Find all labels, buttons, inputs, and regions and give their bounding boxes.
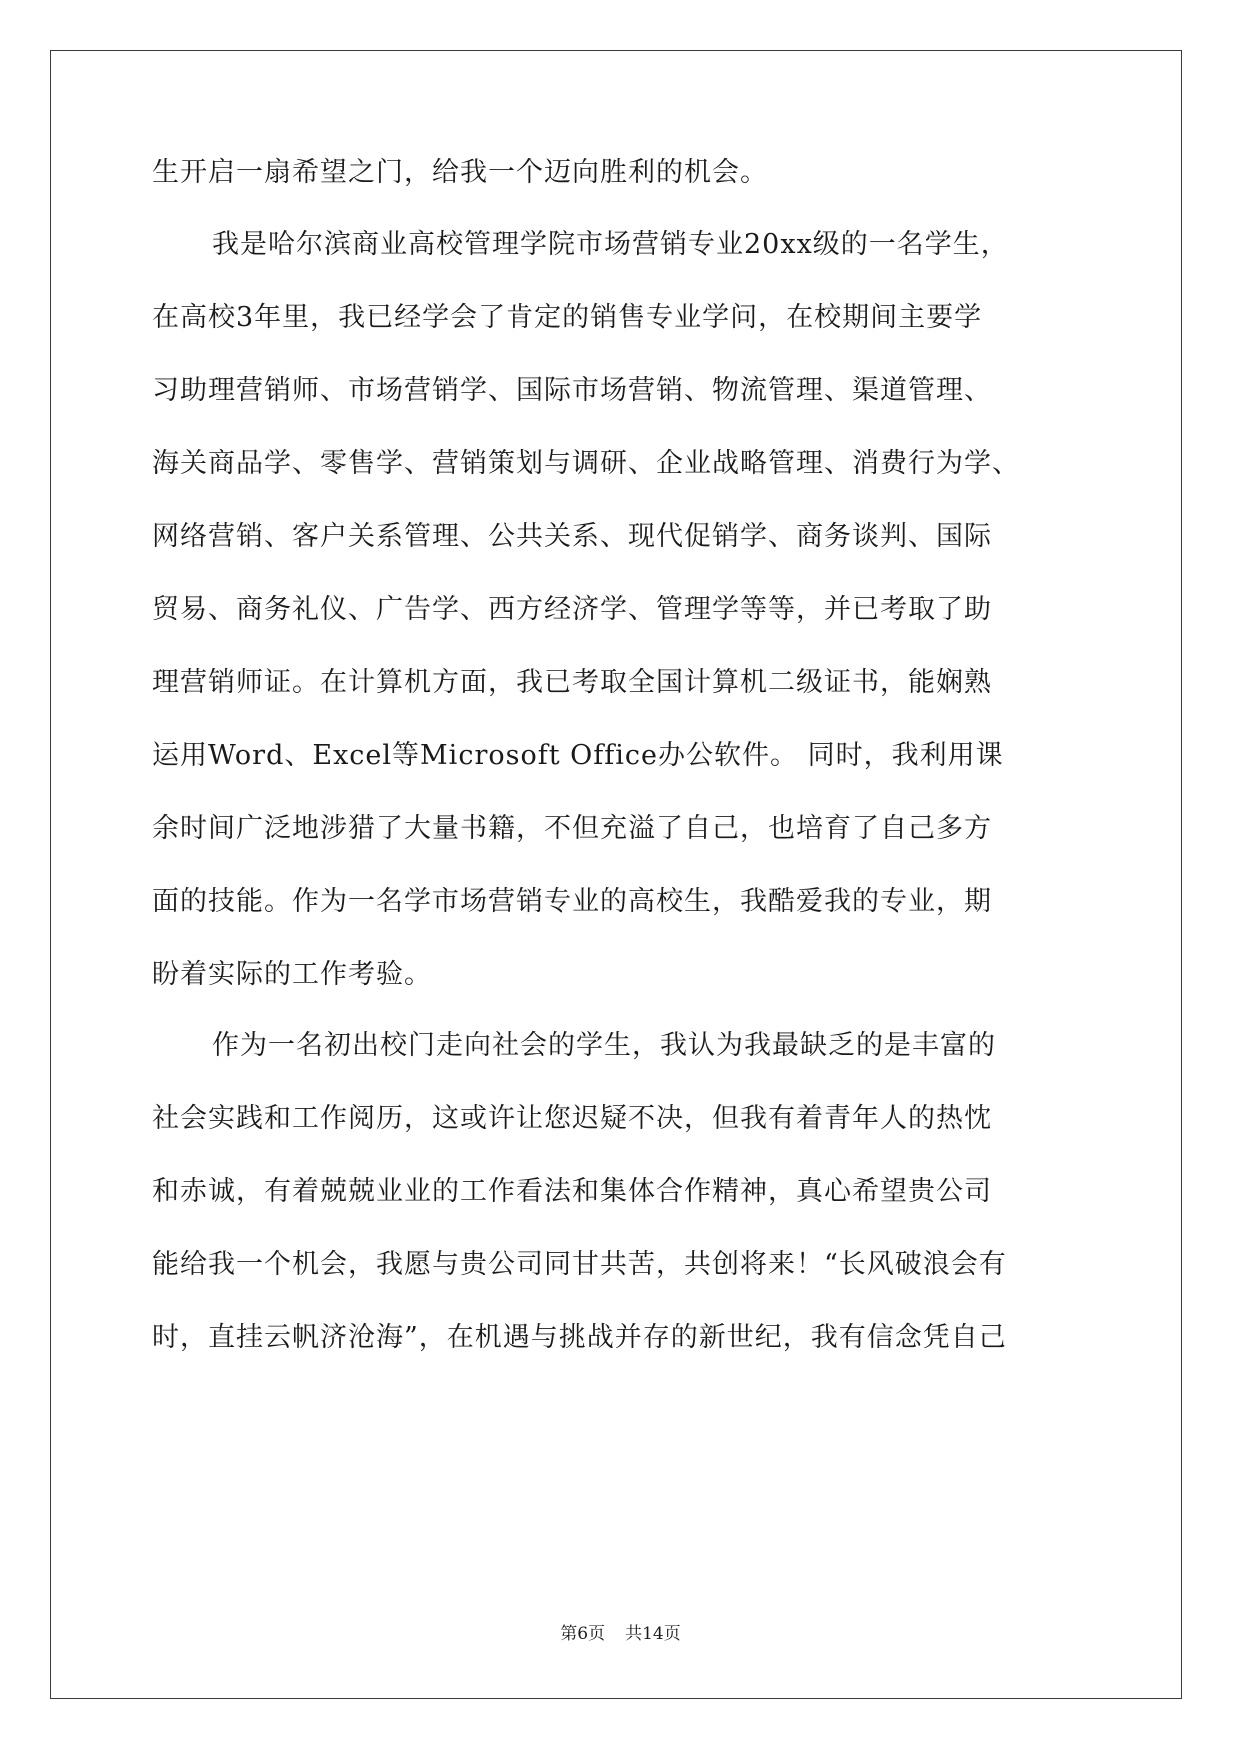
page-number: 第6页: [560, 1624, 606, 1644]
text-line: 网络营销、客户关系管理、公共关系、现代促销学、商务谈判、国际: [152, 521, 992, 552]
text-line: 贸易、商务礼仪、广告学、西方经济学、管理学等等，并已考取了助: [152, 594, 992, 625]
text-line: 运用Word、Excel等Microsoft Office办公软件。 同时，我利用课: [152, 740, 1004, 771]
text-line: 面的技能。作为一名学市场营销专业的高校生，我酷爱我的专业，期: [152, 886, 992, 917]
text-line: 海关商品学、零售学、营销策划与调研、企业战略管理、消费行为学、: [152, 448, 1020, 479]
page-total: 共14页: [625, 1624, 681, 1644]
text-line: 习助理营销师、市场营销学、国际市场营销、物流管理、渠道管理、: [152, 375, 992, 406]
text-line: 生开启一扇希望之门，给我一个迈向胜利的机会。: [152, 157, 768, 188]
text-line: 能给我一个机会，我愿与贵公司同甘共苦，共创将来！“长风破浪会有: [152, 1249, 1007, 1280]
text-line: 理营销师证。在计算机方面，我已考取全国计算机二级证书，能娴熟: [152, 667, 992, 698]
page-footer: [0, 1622, 1241, 1646]
text-line: 和赤诚，有着兢兢业业的工作看法和集体合作精神，真心希望贵公司: [152, 1176, 992, 1207]
text-line: 社会实践和工作阅历，这或许让您迟疑不决，但我有着青年人的热忱: [152, 1103, 992, 1134]
paragraph-start-line: 作为一名初出校门走向社会的学生，我认为我最缺乏的是丰富的: [212, 1030, 996, 1061]
text-line: 时，直挂云帆济沧海”，在机遇与挑战并存的新世纪，我有信念凭自己: [152, 1322, 1007, 1353]
text-line: 在高校3年里，我已经学会了肯定的销售专业学问，在校期间主要学: [152, 302, 983, 333]
text-line: 盼着实际的工作考验。: [152, 959, 432, 990]
text-line: 余时间广泛地涉猎了大量书籍，不但充溢了自己，也培育了自己多方: [152, 813, 992, 844]
paragraph-start-line: 我是哈尔滨商业高校管理学院市场营销专业20xx级的一名学生，: [212, 229, 1009, 260]
